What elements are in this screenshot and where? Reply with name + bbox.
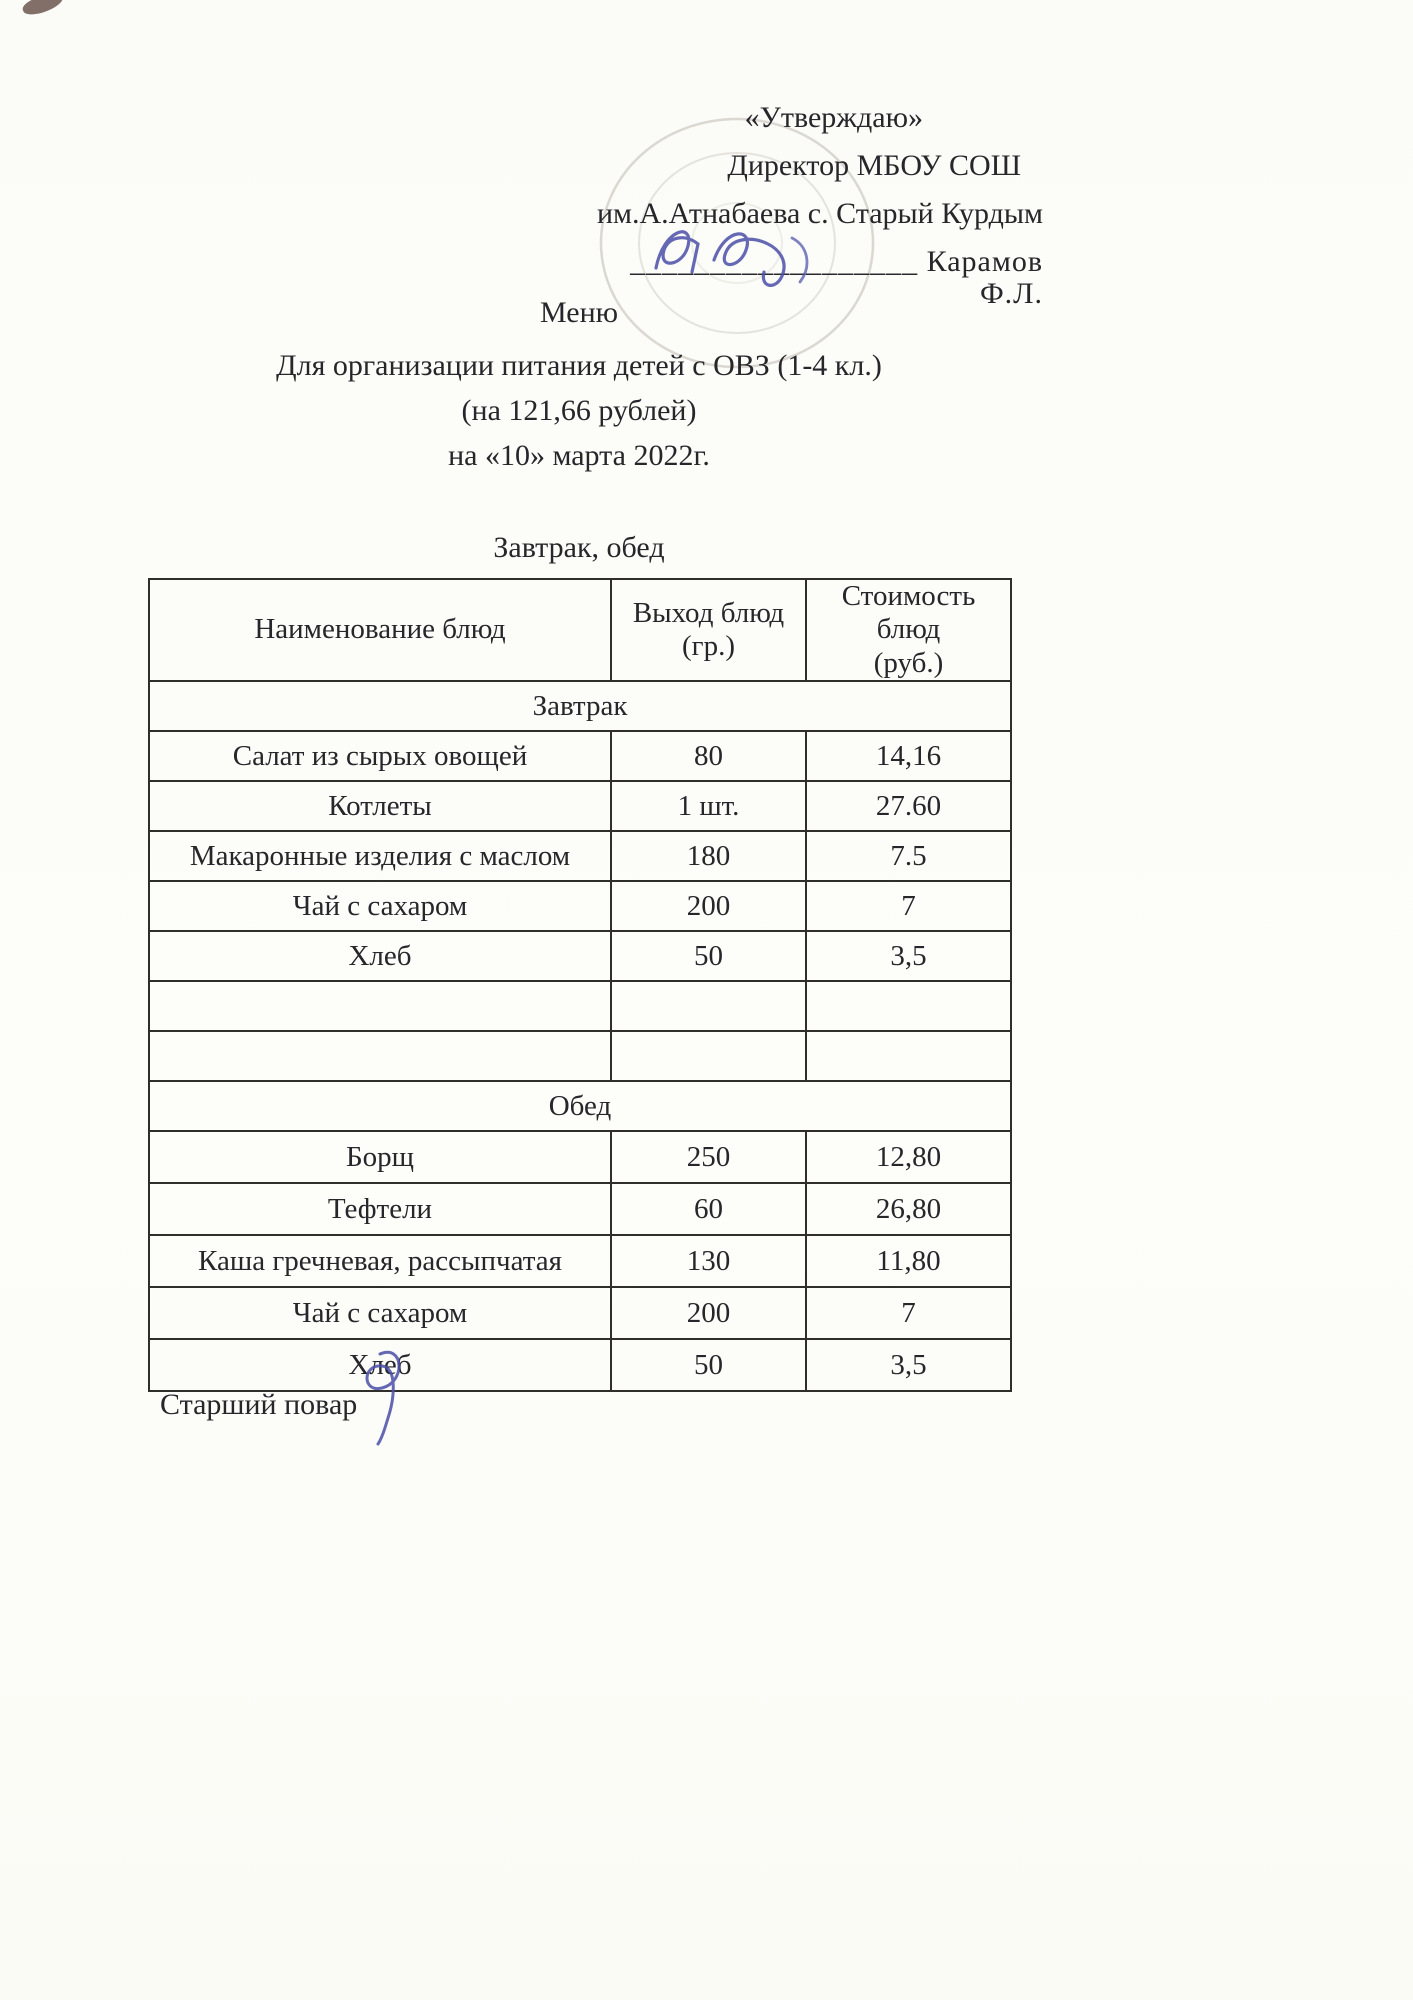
dish-name-cell: Хлеб <box>149 1339 611 1391</box>
lunch-section-row <box>149 1081 1011 1131</box>
menu-row <box>149 1183 1011 1235</box>
menu-row <box>149 731 1011 781</box>
menu-row <box>149 1235 1011 1287</box>
weight-cell: 180 <box>611 831 806 881</box>
header-cost: Стоимость блюд (руб.) <box>806 579 1011 681</box>
cost-cell: 7.5 <box>806 831 1011 881</box>
cost-cell: 7 <box>806 881 1011 931</box>
signer-name: Карамов Ф.Л. <box>926 245 1043 310</box>
empty-row <box>149 1031 1011 1081</box>
cost-cell: 3,5 <box>806 1339 1011 1391</box>
doc-subtitle-2: (на 121,66 рублей) <box>461 394 697 427</box>
dish-name-cell: Хлеб <box>149 931 611 981</box>
empty-row <box>149 981 1011 1031</box>
weight-cell: 250 <box>611 1131 806 1183</box>
scan-artifact <box>21 0 66 18</box>
weight-cell: 50 <box>611 931 806 981</box>
approval-word: «Утверждаю» <box>744 101 923 134</box>
cost-cell <box>806 1031 1011 1081</box>
lunch-section-label: Обед <box>149 1081 1011 1131</box>
weight-cell: 80 <box>611 731 806 781</box>
header-dish: Наименование блюд <box>149 579 611 681</box>
cost-cell: 12,80 <box>806 1131 1011 1183</box>
dish-name-cell: Чай с сахаром <box>149 881 611 931</box>
menu-row <box>149 831 1011 881</box>
doc-subtitle-1: Для организации питания детей с ОВЗ (1-4 кл.) <box>276 349 882 382</box>
approval-block <box>563 102 1043 326</box>
weight-cell: 130 <box>611 1235 806 1287</box>
cost-cell <box>806 981 1011 1031</box>
breakfast-section-row <box>149 681 1011 731</box>
meals-heading: Завтрак, обед <box>493 531 665 564</box>
weight-cell: 200 <box>611 1287 806 1339</box>
cost-cell: 11,80 <box>806 1235 1011 1287</box>
dish-name-cell: Макаронные изделия с маслом <box>149 831 611 881</box>
menu-row <box>149 881 1011 931</box>
doc-subtitle-3: на «10» марта 2022г. <box>448 439 710 472</box>
menu-row <box>149 1131 1011 1183</box>
weight-cell: 1 шт. <box>611 781 806 831</box>
cost-cell: 14,16 <box>806 731 1011 781</box>
dish-name-cell: Борщ <box>149 1131 611 1183</box>
dish-name-cell: Тефтели <box>149 1183 611 1235</box>
dish-name-cell <box>149 981 611 1031</box>
doc-title: Меню <box>539 296 619 329</box>
header-weight: Выход блюд (гр.) <box>611 579 806 681</box>
weight-cell <box>611 981 806 1031</box>
menu-table <box>148 578 1012 1392</box>
director-title: Директор МБОУ СОШ <box>727 149 1021 182</box>
cost-cell: 27.60 <box>806 781 1011 831</box>
menu-row <box>149 1287 1011 1339</box>
menu-row <box>149 781 1011 831</box>
school-name: им.А.Атнабаева с. Старый Курдым <box>596 197 1043 230</box>
weight-cell: 60 <box>611 1183 806 1235</box>
cost-cell: 26,80 <box>806 1183 1011 1235</box>
signature-blank: __________________ <box>630 245 919 278</box>
dish-name-cell <box>149 1031 611 1081</box>
table-header-row <box>149 579 1011 681</box>
dish-name-cell: Котлеты <box>149 781 611 831</box>
weight-cell: 200 <box>611 881 806 931</box>
dish-name-cell: Салат из сырых овощей <box>149 731 611 781</box>
weight-cell: 50 <box>611 1339 806 1391</box>
menu-row <box>149 1339 1011 1391</box>
weight-cell <box>611 1031 806 1081</box>
dish-name-cell: Чай с сахаром <box>149 1287 611 1339</box>
cost-cell: 7 <box>806 1287 1011 1339</box>
chef-label: Старший повар <box>160 1388 358 1421</box>
menu-row <box>149 931 1011 981</box>
dish-name-cell: Каша гречневая, рассыпчатая <box>149 1235 611 1287</box>
signature-line <box>563 246 1043 310</box>
breakfast-section-label: Завтрак <box>149 681 1011 731</box>
cost-cell: 3,5 <box>806 931 1011 981</box>
